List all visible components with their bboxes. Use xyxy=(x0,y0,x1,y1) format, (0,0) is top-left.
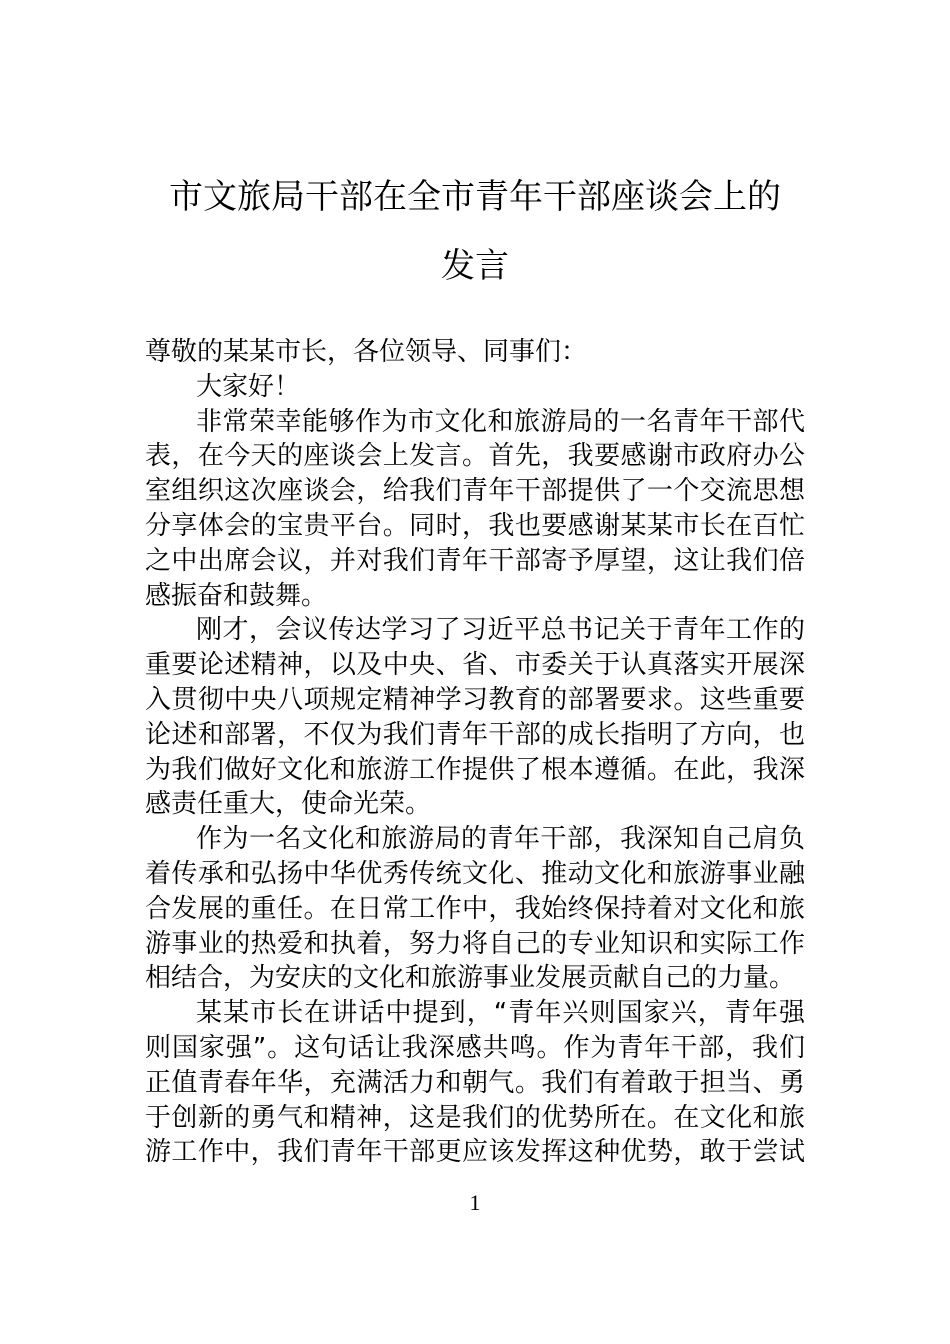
text-line: 合发展的重任。在日常工作中，我始终保持着对文化和旅 xyxy=(145,893,805,924)
text-line: 则国家强”。这句话让我深感共鸣。作为青年干部，我们 xyxy=(145,1032,805,1063)
text-line: 分享体会的宝贵平台。同时，我也要感谢某某市长在百忙 xyxy=(145,510,805,541)
text-line: 之中出席会议，并对我们青年干部寄予厚望，这让我们倍 xyxy=(145,545,805,576)
text-line: 表，在今天的座谈会上发言。首先，我要感谢市政府办公 xyxy=(145,441,805,472)
text-line: 正值青春年华，充满活力和朝气。我们有着敢于担当、勇 xyxy=(145,1067,805,1098)
text-line: 感责任重大，使命光荣。 xyxy=(145,789,432,820)
text-line: 重要论述精神，以及中央、省、市委关于认真落实开展深 xyxy=(145,650,805,681)
page-number: 1 xyxy=(469,1190,481,1215)
text-line: 室组织这次座谈会，给我们青年干部提供了一个交流思想 xyxy=(145,476,805,507)
document-title-line-1: 市文旅局干部在全市青年干部座谈会上的 xyxy=(169,177,781,217)
text-line: 刚才，会议传达学习了习近平总书记关于青年工作的 xyxy=(196,615,805,646)
text-line: 着传承和弘扬中华优秀传统文化、推动文化和旅游事业融 xyxy=(145,858,805,889)
paragraph xyxy=(145,335,805,370)
paragraph xyxy=(145,996,805,1170)
text-line: 游工作中，我们青年干部更应该发挥这种优势，敢于尝试 xyxy=(145,1137,805,1168)
text-line: 作为一名文化和旅游局的青年干部，我深知自己肩负 xyxy=(196,824,805,855)
paragraph xyxy=(145,822,805,996)
text-line: 感振奋和鼓舞。 xyxy=(145,580,328,611)
document-body xyxy=(145,335,805,1170)
text-line: 论述和部署，不仅为我们青年干部的成长指明了方向，也 xyxy=(145,719,805,750)
paragraph xyxy=(145,613,805,822)
text-line: 尊敬的某某市长，各位领导、同事们： xyxy=(145,337,588,367)
text-line: 非常荣幸能够作为市文化和旅游局的一名青年干部代 xyxy=(196,406,805,437)
paragraph xyxy=(145,370,805,405)
text-line: 入贯彻中央八项规定精神学习教育的部署要求。这些重要 xyxy=(145,684,805,715)
text-line: 为我们做好文化和旅游工作提供了根本遵循。在此，我深 xyxy=(145,754,805,785)
text-line: 某某市长在讲话中提到，“青年兴则国家兴，青年强 xyxy=(196,998,805,1029)
text-line: 于创新的勇气和精神，这是我们的优势所在。在文化和旅 xyxy=(145,1102,805,1133)
text-line: 游事业的热爱和执着，努力将自己的专业知识和实际工作 xyxy=(145,928,805,959)
text-line: 相结合，为安庆的文化和旅游事业发展贡献自己的力量。 xyxy=(145,963,796,994)
document-title-line-2: 发言 xyxy=(441,246,509,286)
paragraph xyxy=(145,405,805,614)
text-line: 大家好！ xyxy=(196,371,301,402)
